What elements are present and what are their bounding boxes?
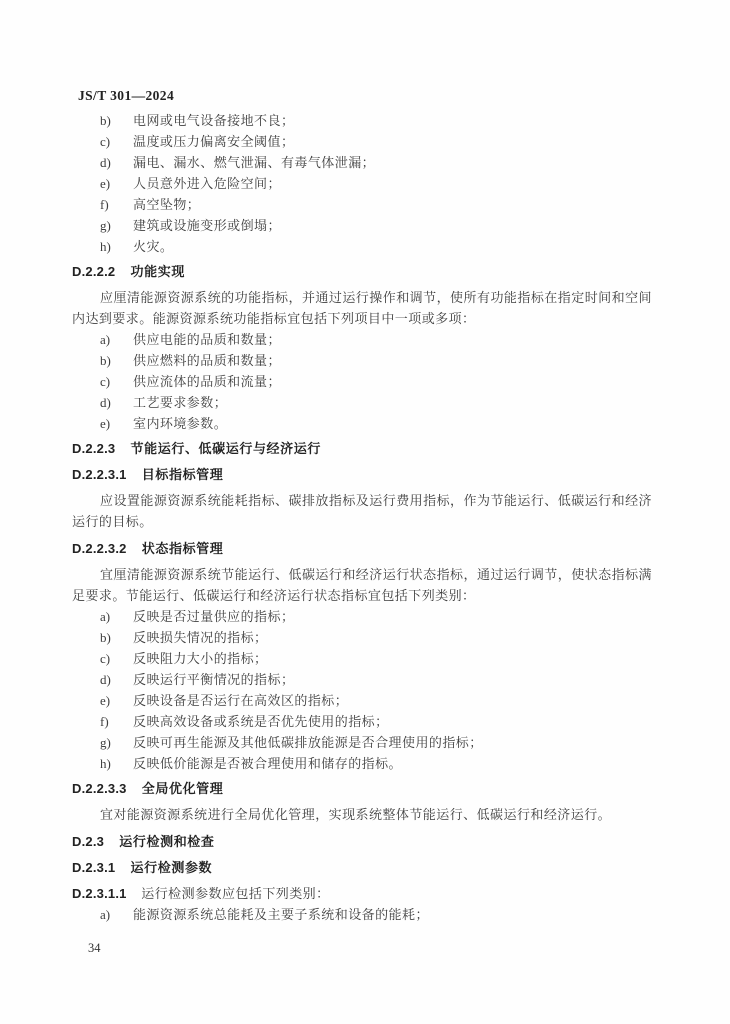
- list-item-text: 供应燃料的品质和数量；: [133, 353, 281, 368]
- section-title: 状态指标管理: [141, 541, 224, 556]
- section-heading-d2-3-1: [72, 858, 652, 877]
- list-item-text: 建筑或设施变形或倒塌；: [133, 218, 281, 233]
- list-item-text: 能源资源系统总能耗及主要子系统和设备的能耗；: [133, 907, 429, 922]
- list-item: [72, 392, 652, 413]
- paragraph-d2-2-3-2: 宜厘清能源资源系统节能运行、低碳运行和经济运行状态指标，通过运行调节，使状态指标满足要求。节能运行、低碳运行和经济运行状态指标宜包括下列类别：: [72, 567, 652, 603]
- paragraph-d2-2-3-3: 宜对能源资源系统进行全局优化管理，实现系统整体节能运行、低碳运行和经济运行。: [100, 807, 612, 822]
- list-item-label: c): [100, 374, 111, 389]
- list-item-text: 供应电能的品质和数量；: [133, 332, 281, 347]
- section-heading-d2-2-2: [72, 262, 652, 281]
- section-title: 运行检测和检查: [119, 834, 215, 849]
- list-item-label: d): [100, 395, 111, 410]
- list-item: [72, 627, 652, 648]
- list-item-label: e): [100, 176, 111, 191]
- list-item: [72, 711, 652, 732]
- list-item-label: g): [100, 735, 111, 750]
- section-heading-d2-2-3-2: [72, 539, 652, 558]
- list-item-label: h): [100, 756, 111, 771]
- list-item: [72, 690, 652, 711]
- section-heading-d2-2-3-1: [72, 465, 652, 484]
- list-item: [72, 732, 652, 753]
- list-item-text: 反映阻力大小的指标；: [133, 651, 268, 666]
- section-heading-d2-2-3-3: [72, 779, 652, 798]
- list-item-label: a): [100, 332, 111, 347]
- list-item-label: c): [100, 134, 111, 149]
- list-item: [72, 371, 652, 392]
- list-item-label: a): [100, 609, 111, 624]
- list-item-text: 火灾。: [133, 239, 174, 254]
- section-heading-d2-2-3: [72, 439, 652, 458]
- list-item: [72, 215, 652, 236]
- list-item: [72, 194, 652, 215]
- list-item-text: 反映是否过量供应的指标；: [133, 609, 295, 624]
- list-item-label: b): [100, 113, 111, 128]
- list-item: [72, 131, 652, 152]
- section-number: D.2.2.3.1: [72, 467, 127, 482]
- list-item-label: a): [100, 907, 111, 922]
- doc-code-header: JS/T 301—2024: [78, 88, 175, 103]
- list-item-text: 反映可再生能源及其他低碳排放能源是否合理使用的指标；: [133, 735, 483, 750]
- section-heading-d2-3: [72, 832, 652, 851]
- function-indicator-list: [72, 329, 652, 434]
- list-item-label: e): [100, 416, 111, 431]
- list-item-label: b): [100, 353, 111, 368]
- section-title: 运行检测参数: [130, 860, 213, 875]
- list-item-label: d): [100, 155, 111, 170]
- list-item-text: 反映设备是否运行在高效区的指标；: [133, 693, 349, 708]
- list-item-label: d): [100, 672, 111, 687]
- list-item-text: 工艺要求参数；: [133, 395, 228, 410]
- section-number: D.2.2.3: [72, 441, 116, 456]
- list-item-label: f): [100, 714, 109, 729]
- list-item-label: h): [100, 239, 111, 254]
- list-item: [72, 110, 652, 131]
- list-item: [72, 236, 652, 257]
- section-title: 全局优化管理: [141, 781, 224, 796]
- list-item-text: 人员意外进入危险空间；: [133, 176, 281, 191]
- list-item: [72, 648, 652, 669]
- list-item-label: e): [100, 693, 111, 708]
- list-item-label: g): [100, 218, 111, 233]
- clause-text: 运行检测参数应包括下列类别：: [141, 886, 330, 901]
- paragraph-d2-2-2: 应厘清能源资源系统的功能指标，并通过运行操作和调节，使所有功能指标在指定时间和空间内达到要求。能源资源系统功能指标宜包括下列项目中一项或多项：: [72, 290, 652, 326]
- section-number: D.2.2.3.3: [72, 781, 127, 796]
- detection-parameter-list: [72, 904, 652, 925]
- section-title: 目标指标管理: [141, 467, 224, 482]
- list-item-label: f): [100, 197, 109, 212]
- section-title: 功能实现: [130, 264, 185, 279]
- hazard-list: [72, 110, 652, 257]
- list-item: [72, 413, 652, 434]
- list-item-text: 供应流体的品质和流量；: [133, 374, 281, 389]
- section-number: D.2.3: [72, 834, 105, 849]
- paragraph-d2-2-3-1: 应设置能源资源系统能耗指标、碳排放指标及运行费用指标，作为节能运行、低碳运行和经济运行的目标。: [72, 493, 652, 529]
- list-item: [72, 350, 652, 371]
- list-item-text: 反映高效设备或系统是否优先使用的指标；: [133, 714, 389, 729]
- list-item-text: 反映运行平衡情况的指标；: [133, 672, 295, 687]
- list-item-text: 漏电、漏水、燃气泄漏、有毒气体泄漏；: [133, 155, 376, 170]
- section-title: 节能运行、低碳运行与经济运行: [130, 441, 321, 456]
- list-item-text: 高空坠物；: [133, 197, 201, 212]
- list-item-label: c): [100, 651, 111, 666]
- page-number: 34: [88, 941, 101, 955]
- section-number: D.2.2.3.2: [72, 541, 127, 556]
- list-item-label: b): [100, 630, 111, 645]
- clause-number: D.2.3.1.1: [72, 886, 127, 901]
- list-item-text: 温度或压力偏离安全阈值；: [133, 134, 295, 149]
- list-item: [72, 669, 652, 690]
- list-item-text: 室内环境参数。: [133, 416, 228, 431]
- list-item-text: 反映低价能源是否被合理使用和储存的指标。: [133, 756, 403, 771]
- status-indicator-list: [72, 606, 652, 774]
- list-item-text: 电网或电气设备接地不良；: [133, 113, 295, 128]
- list-item: [72, 173, 652, 194]
- list-item: [72, 606, 652, 627]
- list-item-text: 反映损失情况的指标；: [133, 630, 268, 645]
- list-item: [72, 152, 652, 173]
- section-number: D.2.2.2: [72, 264, 116, 279]
- section-number: D.2.3.1: [72, 860, 116, 875]
- list-item: [72, 753, 652, 774]
- list-item: [72, 904, 652, 925]
- clause-d2-3-1-1: [72, 883, 652, 904]
- list-item: [72, 329, 652, 350]
